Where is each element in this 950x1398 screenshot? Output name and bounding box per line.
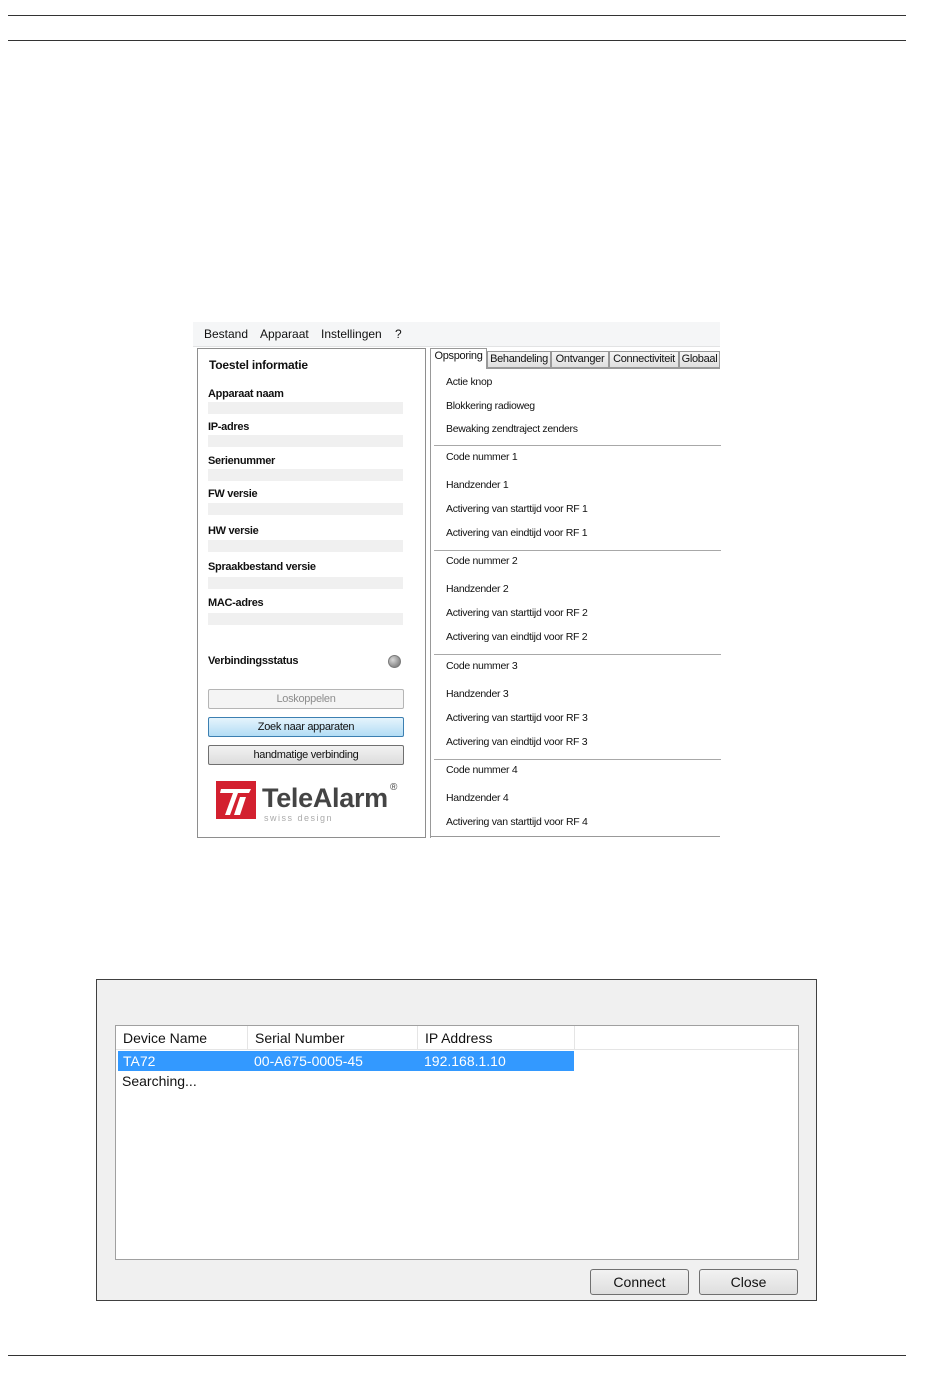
voice-file-version-field <box>208 577 403 589</box>
tab-globaal[interactable]: Globaal <box>679 351 720 368</box>
opsporing-tab-content <box>430 368 720 838</box>
hw-version-label: HW versie <box>208 525 259 537</box>
serial-number-field <box>208 469 403 481</box>
telealarm-logo <box>216 781 406 825</box>
close-button[interactable]: Close <box>699 1269 798 1295</box>
mac-address-field <box>208 613 403 625</box>
page-top-rule-2 <box>8 40 906 41</box>
ip-address-field <box>208 435 403 447</box>
registered-mark: ® <box>390 782 398 793</box>
tab-behandeling[interactable]: Behandeling <box>487 351 551 368</box>
rf1-start-time[interactable]: Activering van starttijd voor RF 1 <box>446 503 588 515</box>
rf3-start-time[interactable]: Activering van starttijd voor RF 3 <box>446 712 588 724</box>
code-number-4[interactable]: Code nummer 4 <box>446 764 518 776</box>
device-row-selected[interactable] <box>118 1051 574 1071</box>
menu-help[interactable]: ? <box>395 327 402 341</box>
handzender-2[interactable]: Handzender 2 <box>446 583 509 595</box>
telealarm-app-window <box>193 322 720 838</box>
code-number-1[interactable]: Code nummer 1 <box>446 451 518 463</box>
menu-bar <box>193 322 720 347</box>
handzender-4[interactable]: Handzender 4 <box>446 792 509 804</box>
logo-tagline: swiss design <box>264 813 334 823</box>
page-bottom-rule <box>8 1355 906 1356</box>
column-header-serial-number[interactable]: Serial Number <box>248 1026 418 1050</box>
rf4-start-time[interactable]: Activering van starttijd voor RF 4 <box>446 816 588 828</box>
setting-actie-knop[interactable]: Actie knop <box>446 376 493 388</box>
disconnect-button[interactable]: Loskoppelen <box>208 689 404 709</box>
rf3-end-time[interactable]: Activering van eindtijd voor RF 3 <box>446 736 588 748</box>
panel-bottom-border <box>430 836 720 837</box>
setting-bewaking-zendtraject[interactable]: Bewaking zendtraject zenders <box>446 423 578 435</box>
serial-number-cell: 00-A675-0005-45 <box>254 1053 363 1069</box>
telealarm-logo-icon <box>216 781 256 819</box>
handzender-1[interactable]: Handzender 1 <box>446 479 509 491</box>
separator <box>434 550 721 551</box>
separator <box>434 445 721 446</box>
mac-address-label: MAC-adres <box>208 597 264 609</box>
voice-file-version-label: Spraakbestand versie <box>208 561 316 573</box>
device-info-panel <box>197 348 426 838</box>
handzender-3[interactable]: Handzender 3 <box>446 688 509 700</box>
rf2-start-time[interactable]: Activering van starttijd voor RF 2 <box>446 607 588 619</box>
device-list[interactable] <box>115 1025 799 1260</box>
menu-bestand[interactable]: Bestand <box>204 327 249 341</box>
connection-status-label: Verbindingsstatus <box>208 655 299 667</box>
menu-apparaat[interactable]: Apparaat <box>260 327 309 341</box>
tab-opsporing[interactable]: Opsporing <box>430 348 487 369</box>
device-search-dialog <box>96 979 817 1301</box>
telealarm-logo-text: TeleAlarm <box>262 783 388 813</box>
rf2-end-time[interactable]: Activering van eindtijd voor RF 2 <box>446 631 588 643</box>
ip-address-cell: 192.168.1.10 <box>424 1053 506 1069</box>
fw-version-label: FW versie <box>208 488 258 500</box>
code-number-2[interactable]: Code nummer 2 <box>446 555 518 567</box>
separator <box>434 654 721 655</box>
device-name-cell: TA72 <box>123 1053 156 1069</box>
hw-version-field <box>208 540 403 552</box>
page-top-rule-1 <box>8 15 906 16</box>
settings-tab-panel <box>430 348 720 838</box>
tab-ontvanger[interactable]: Ontvanger <box>551 351 609 368</box>
separator <box>434 759 721 760</box>
tab-strip <box>430 348 720 368</box>
setting-blokkering-radioweg[interactable]: Blokkering radioweg <box>446 400 535 412</box>
connect-button[interactable]: Connect <box>590 1269 689 1295</box>
manual-connection-button[interactable]: handmatige verbinding <box>208 745 404 765</box>
device-info-title: Toestel informatie <box>209 358 308 372</box>
rf1-end-time[interactable]: Activering van eindtijd voor RF 1 <box>446 527 588 539</box>
tab-connectiviteit[interactable]: Connectiviteit <box>609 351 679 368</box>
ip-address-label: IP-adres <box>208 421 250 433</box>
column-header-device-name[interactable]: Device Name <box>116 1026 248 1050</box>
serial-number-label: Serienummer <box>208 455 276 467</box>
code-number-3[interactable]: Code nummer 3 <box>446 660 518 672</box>
search-status-text: Searching... <box>122 1073 197 1089</box>
menu-instellingen[interactable]: Instellingen <box>321 327 382 341</box>
fw-version-field <box>208 503 403 515</box>
device-name-label: Apparaat naam <box>208 388 284 400</box>
column-header-filler <box>575 1026 798 1050</box>
column-header-ip-address[interactable]: IP Address <box>418 1026 575 1050</box>
connection-status-indicator <box>388 655 401 668</box>
device-name-field <box>208 402 403 414</box>
search-devices-button[interactable]: Zoek naar apparaten <box>208 717 404 737</box>
